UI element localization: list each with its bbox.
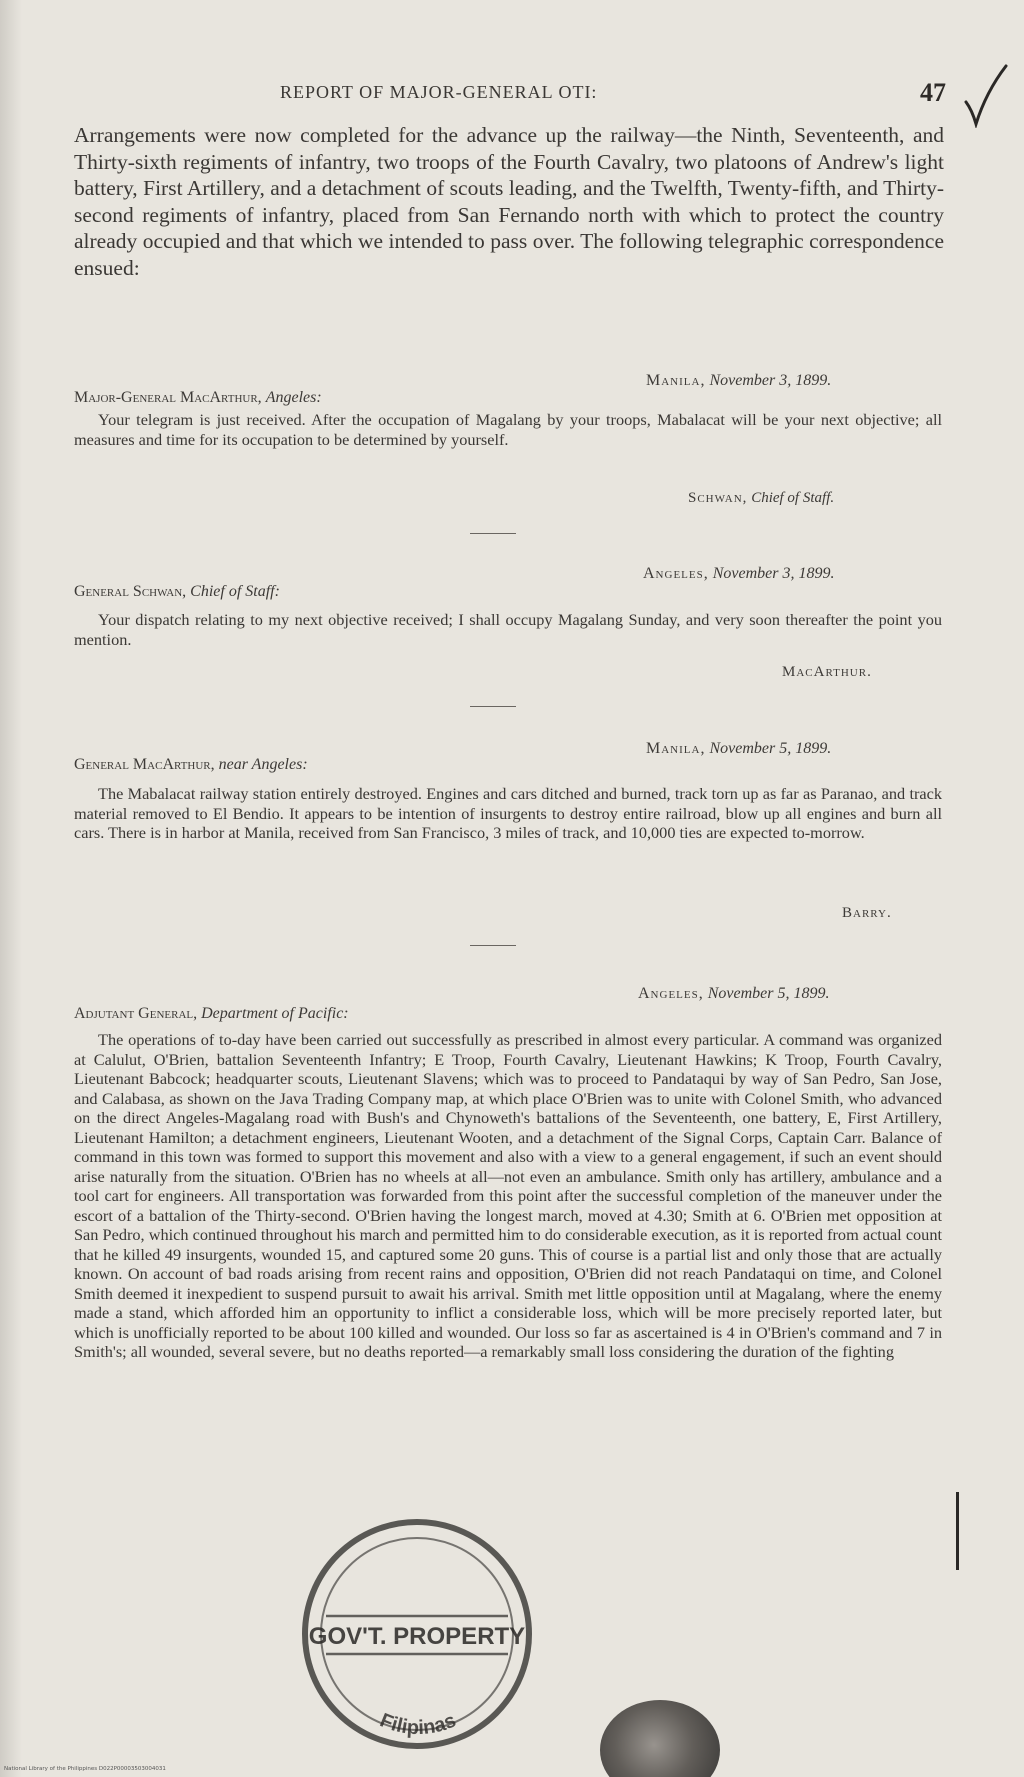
message-signature (842, 905, 892, 922)
signature-name: MacArthur. (782, 664, 872, 680)
addressee-location: near Angeles: (218, 756, 308, 773)
addressee-location: Angeles: (265, 389, 322, 406)
signature-name: Barry. (842, 905, 892, 921)
intro-paragraph: Arrangements were now completed for the advance up the railway—the Ninth, Seventeenth, and Thirty-sixth regiments of infantry, two troops of the Fourth Cavalry, two platoons of Andrew's light battery, First Artillery, and a detachment of scouts leading, and the Twelfth, Twenty-fifth, and Thirty-second regiments of infantry, placed from San Fernando north with which to protect the country already occupied and that which we intended to pass over. The following telegraphic correspondence ensued: (74, 123, 944, 280)
dateline-date: November 3, 1899. (712, 565, 835, 582)
dateline-place: Angeles, (643, 565, 709, 582)
message-divider (470, 945, 516, 946)
message-dateline (646, 372, 831, 390)
message-signature (688, 490, 834, 507)
running-header: REPORT OF MAJOR-GENERAL OTI: (280, 82, 598, 102)
page-number: 47 (920, 78, 946, 107)
message-signature (782, 664, 872, 681)
message-body: The operations of to-day have been carried out successfully as prescribed in almost every particular. A command was organized at Calulut, O'Brien, battalion Seventeenth Infantry; E Troop, Fourth Cavalry, Lieutenant Hawkins; K Troop, Fourth Cavalry, Lieutenant Babcock; headquarter scouts, Lieutenant Slavens; which was to proceed to Pandataqui by way of San Pedro, San Jose, and Calabasa, as shown on the Java Trading Company map, at which place O'Brien was to unite with Colonel Smith, who advanced on the direct Angeles-Magalang road with Bush's and Chynoweth's battalions of the Seventeenth, one battery, E, First Artillery, Lieutenant Hamilton; a detachment engineers, Lieutenant Wooten, and a detachment of the Signal Corps, Captain Carr. Balance of command in this town was formed to support this movement and also with a view to a general engagement, if such an event should arise naturally from the situation. O'Brien has no wheels at all—not even an ambulance. Smith only has artillery, ambulance and a tool cart for engineers. All transportation was forwarded from this point after the successful completion of the maneuver under the escort of a battalion of the Thirty-second. O'Brien having the longest march, moved at 4.30; Smith at 6. O'Brien met opposition at San Pedro, which continued throughout his march and permitted him to do considerable execution, as it is reported from actual count that he killed 49 insurgents, wounded 15, and captured some 20 guns. This of course is a partial list and only those that are actually known. On account of bad roads arising from recent rains and opposition, O'Brien did not reach Pandataqui on time, and Colonel Smith deemed it inexpedient to suspend pursuit to await his arrival. Smith met little opposition until at Magalang, where the enemy made a stand, which afforded him an opportunity to inflict a considerable loss, which will be more precisely reported later, but which is unofficially reported to be about 100 killed and wounded. Our loss so far as ascertained is 4 in O'Brien's command and 7 in Smith's; all wounded, several severe, but no deaths reported—a remarkably small loss considering the duration of the fighting (74, 1030, 942, 1361)
margin-mark (956, 1492, 959, 1570)
message-dateline (646, 740, 831, 758)
checkmark-icon (962, 62, 1008, 128)
scan-footer: National Library of the Philippines D022P00003503004031 (4, 1766, 166, 1772)
addressee-name: Adjutant General, (74, 1005, 198, 1022)
message-body: Your dispatch relating to my next objective received; I shall occupy Magalang Sunday, and very soon thereafter the point you mention. (74, 610, 942, 649)
stamp-ring-text (377, 1709, 459, 1739)
message-divider (470, 706, 516, 707)
message-body: Your telegram is just received. After the occupation of Magalang by your troops, Mabalacat will be your next objective; all measures and time for its occupation to be determined by yourself. (74, 410, 942, 449)
message-dateline (638, 985, 829, 1003)
library-stamp (298, 1504, 536, 1764)
dateline-place: Manila, (646, 740, 706, 757)
thumb-shadow (600, 1700, 720, 1777)
message-addressee (74, 1005, 349, 1023)
signature-title: Chief of Staff. (751, 490, 835, 506)
stamp-text: GOV'T. PROPERTY (308, 1623, 526, 1650)
dateline-place: Manila, (646, 372, 706, 389)
dateline-date: November 5, 1899. (707, 985, 830, 1002)
addressee-name: General Schwan, (74, 583, 187, 600)
page-edge-shadow (0, 0, 22, 1777)
dateline-date: November 3, 1899. (709, 372, 832, 389)
message-dateline (643, 565, 834, 583)
message-divider (470, 533, 516, 534)
message-body: The Mabalacat railway station entirely destroyed. Engines and cars ditched and burned, track torn up as far as Paranao, and track material removed to El Bendio. It appears to be intention of insurgents to destroy entire railroad, blow up all engines and burn all cars. There is in harbor at Manila, received from San Francisco, 3 miles of track, and 10,000 ties are expected to-morrow. (74, 784, 942, 842)
dateline-place: Angeles, (638, 985, 704, 1002)
addressee-location: Chief of Staff: (190, 583, 280, 600)
message-addressee (74, 583, 280, 601)
addressee-name: General MacArthur, (74, 756, 215, 773)
message-addressee (74, 756, 308, 774)
dateline-date: November 5, 1899. (709, 740, 832, 757)
message-addressee (74, 389, 322, 407)
addressee-name: Major-General MacArthur, (74, 389, 262, 406)
addressee-location: Department of Pacific: (201, 1005, 349, 1022)
stamp-ring-label: Filipinas (376, 1709, 460, 1740)
signature-name: Schwan, (688, 490, 748, 506)
